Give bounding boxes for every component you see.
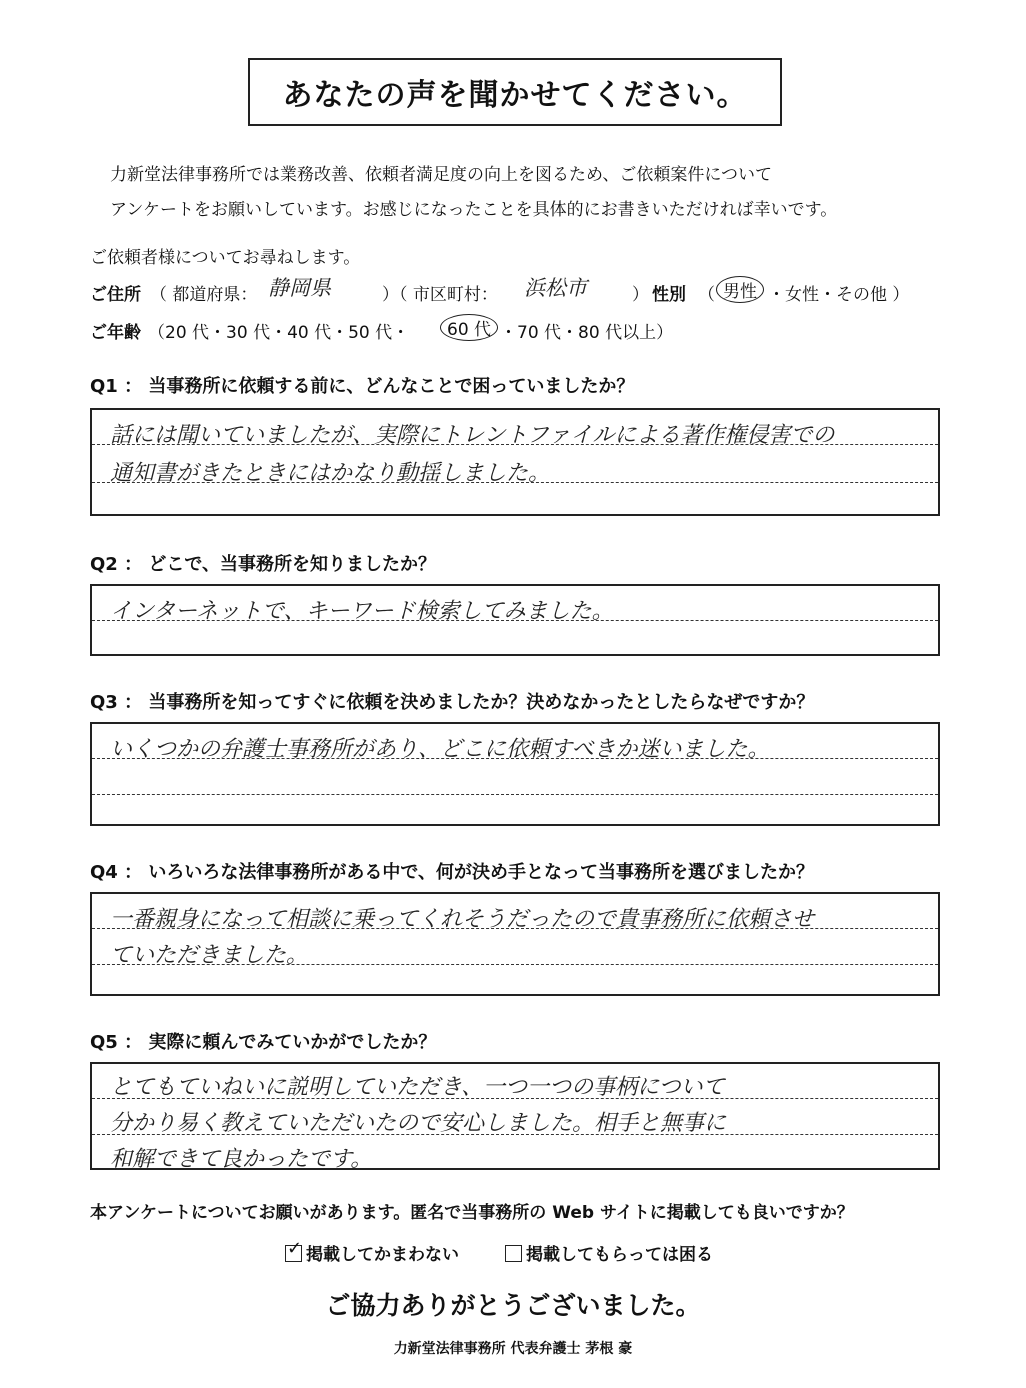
- gender-option-rest: ・女性・その他 ）: [768, 285, 910, 305]
- question-5: [90, 1028, 436, 1054]
- gender-label: 性別: [652, 285, 686, 305]
- answer-2-line-1: インターネットで、キーワード検索してみました。: [110, 599, 614, 624]
- age-label: ご年齢: [90, 323, 141, 343]
- answer-4-line-1: 一番親身になって相談に乗ってくれそうだったので貴事務所に依頼させ: [110, 907, 815, 932]
- answer-1-line-1: 話には聞いていましたが、実際にトレントファイルによる著作権侵害での: [110, 423, 835, 448]
- check-mark-icon: ✓: [287, 1238, 303, 1259]
- age-before: （20 代・30 代・40 代・50 代・: [148, 323, 410, 343]
- answer-5-line-1: とてもていねいに説明していただき、一つ一つの事柄について: [110, 1075, 725, 1100]
- thanks-message: ご協力ありがとうございました。: [325, 1291, 701, 1320]
- question-5-label: Q5 ：: [90, 1032, 143, 1053]
- intro-line-1: 力新堂法律事務所では業務改善、依頼者満足度の向上を図るため、ご依頼案件について: [110, 165, 772, 185]
- question-2-label: Q2 ：: [90, 554, 143, 575]
- publish-option-yes[interactable]: [285, 1240, 459, 1265]
- checkbox-yes[interactable]: [285, 1238, 303, 1262]
- age-selected: 60 代: [440, 314, 498, 341]
- question-3-label: Q3 ：: [90, 692, 143, 713]
- publish-option-no[interactable]: [505, 1240, 713, 1265]
- question-3-text: 当事務所を知ってすぐに依頼を決めましたか？決めなかったとしたらなぜですか？: [148, 692, 815, 713]
- city-close: ）: [632, 285, 649, 305]
- publish-question: 本アンケートについてお願いがあります。匿名で当事務所の Web サイトに掲載しても良いですか？: [90, 1203, 854, 1223]
- city-value: 浜松市: [524, 276, 587, 300]
- client-heading: ご依頼者様についてお尋ねします。: [90, 248, 361, 268]
- answer-box-5[interactable]: [90, 1062, 940, 1170]
- checkbox-no[interactable]: [505, 1245, 522, 1262]
- prefecture-value: 静岡県: [268, 276, 331, 300]
- answer-3-line-1: いくつかの弁護士事務所があり、どこに依頼すべきか迷いました。: [110, 737, 770, 762]
- question-2-text: どこで、当事務所を知りましたか？: [148, 554, 437, 575]
- question-4-text: いろいろな法律事務所がある中で、何が決め手となって当事務所を選びましたか？: [148, 862, 815, 883]
- question-1-text: 当事務所に依頼する前に、どんなことで困っていましたか？: [148, 376, 635, 397]
- answer-4-line-2: ていただきました。: [110, 943, 309, 968]
- age-after: ・70 代・80 代以上）: [500, 323, 674, 343]
- gender-option-male-selected: 男性: [716, 276, 764, 303]
- prefecture-label: （ 都道府県：: [150, 285, 258, 305]
- question-4-label: Q4 ：: [90, 862, 143, 883]
- question-1-label: Q1 ：: [90, 376, 143, 397]
- answer-box-4[interactable]: [90, 892, 940, 996]
- answer-5-line-3: 和解できて良かったです。: [110, 1147, 373, 1172]
- question-5-text: 実際に頼んでみていかがでしたか？: [148, 1032, 437, 1053]
- signature: 力新堂法律事務所 代表弁護士 茅根 豪: [393, 1341, 633, 1357]
- page-title: あなたの声を聞かせてください。: [248, 58, 782, 126]
- gender-open: （: [698, 285, 715, 305]
- question-4: [90, 858, 814, 884]
- publish-option-no-label: 掲載してもらっては困る: [526, 1245, 713, 1265]
- question-3: [90, 688, 814, 714]
- answer-5-line-2: 分かり易く教えていただいたので安心しました。相手と無事に: [110, 1111, 727, 1136]
- answer-box-2[interactable]: [90, 584, 940, 656]
- city-label: ）（ 市区町村：: [382, 285, 498, 305]
- question-2: [90, 550, 436, 576]
- intro-line-2: アンケートをお願いしています。お感じになったことを具体的にお書きいただければ幸いです。: [110, 200, 838, 220]
- question-1: [90, 372, 634, 398]
- address-label: ご住所: [90, 285, 141, 305]
- answer-box-3[interactable]: [90, 722, 940, 826]
- answer-1-line-2: 通知書がきたときにはかなり動揺しました。: [110, 461, 551, 486]
- answer-box-1[interactable]: [90, 408, 940, 516]
- publish-option-yes-label: 掲載してかまわない: [306, 1245, 459, 1265]
